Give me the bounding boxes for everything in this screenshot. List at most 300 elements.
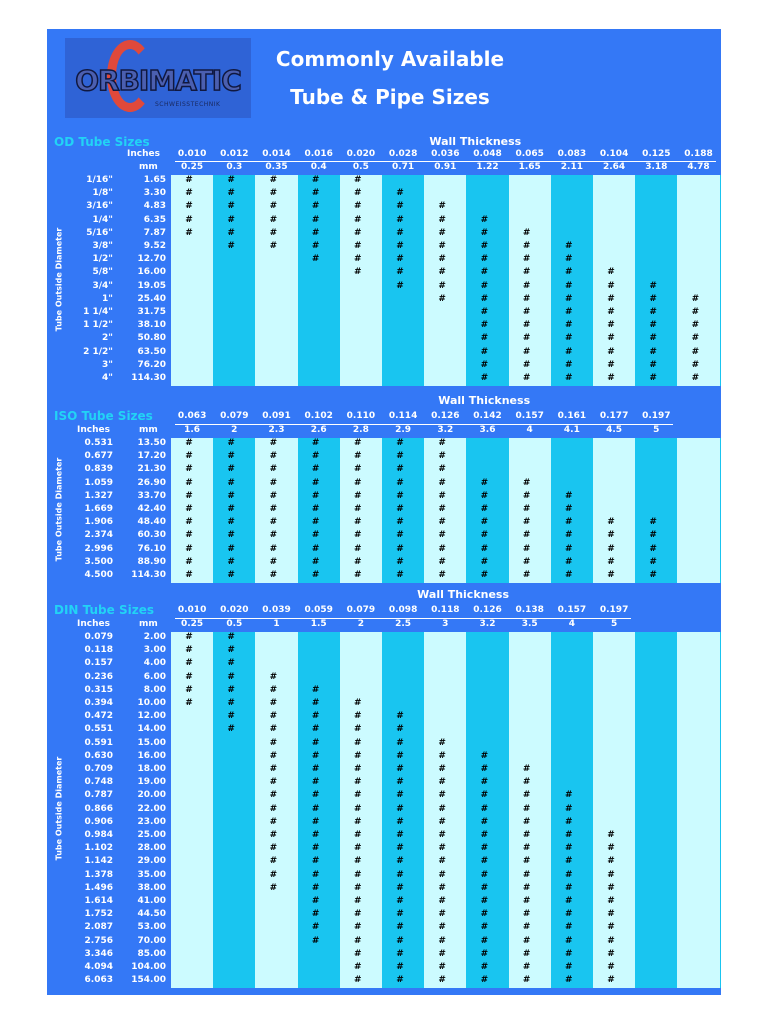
availability-mark: # <box>522 570 531 580</box>
availability-mark: # <box>565 254 573 265</box>
availability-mark: # <box>269 869 278 880</box>
row-outside-diameter-mm: 76.10 <box>137 543 166 554</box>
availability-mark: # <box>691 293 700 304</box>
wall-thickness-mm: 0.35 <box>265 162 288 172</box>
availability-mark: # <box>227 227 235 238</box>
availability-mark: # <box>565 962 573 972</box>
wall-thickness-inches: 0.048 <box>473 149 502 159</box>
availability-mark: # <box>396 790 404 801</box>
row-outside-diameter-inches: 3.500 <box>84 556 113 567</box>
availability-mark: # <box>185 530 193 541</box>
availability-mark: # <box>185 451 193 462</box>
grid-stripe <box>677 632 719 988</box>
header-underline <box>175 161 716 162</box>
row-outside-diameter-mm: 3.00 <box>143 645 166 656</box>
availability-mark: # <box>354 909 362 920</box>
availability-mark: # <box>354 803 362 814</box>
availability-mark: # <box>438 267 446 278</box>
wall-thickness-inches: 0.065 <box>515 149 544 159</box>
availability-mark: # <box>227 711 235 722</box>
availability-mark: # <box>396 477 404 488</box>
wall-thickness-mm: 0.25 <box>180 619 204 629</box>
availability-mark: # <box>480 320 489 331</box>
row-outside-diameter-inches: 1.669 <box>84 504 113 514</box>
page-title-line1: Commonly Available <box>275 47 505 71</box>
availability-mark: # <box>522 935 531 946</box>
availability-mark: # <box>185 698 193 708</box>
availability-mark: # <box>354 830 362 840</box>
availability-mark: # <box>227 684 235 695</box>
availability-mark: # <box>269 201 278 212</box>
availability-mark: # <box>607 882 615 893</box>
availability-mark: # <box>438 843 446 854</box>
availability-mark: # <box>396 254 404 265</box>
wall-thickness-inches: 0.102 <box>304 411 333 421</box>
availability-mark: # <box>269 830 278 840</box>
availability-mark: # <box>311 882 320 893</box>
availability-mark: # <box>565 280 573 291</box>
availability-mark: # <box>311 477 320 488</box>
row-outside-diameter-inches: 0.677 <box>84 451 113 462</box>
availability-mark: # <box>480 267 489 278</box>
row-outside-diameter-mm: 44.50 <box>137 909 166 920</box>
availability-mark: # <box>438 490 446 501</box>
row-outside-diameter-mm: 19.00 <box>137 777 166 788</box>
availability-mark: # <box>396 543 404 554</box>
availability-mark: # <box>565 359 573 370</box>
availability-mark: # <box>354 777 362 788</box>
wall-thickness-inches: 0.016 <box>304 149 333 159</box>
availability-mark: # <box>522 764 531 774</box>
availability-mark: # <box>691 320 700 331</box>
wall-thickness-inches: 0.059 <box>304 605 333 615</box>
availability-mark: # <box>311 764 320 774</box>
availability-mark: # <box>438 909 446 920</box>
availability-mark: # <box>438 254 446 265</box>
availability-mark: # <box>480 293 489 304</box>
availability-mark: # <box>480 530 489 541</box>
row-outside-diameter-mm: 17.20 <box>137 451 166 462</box>
wall-thickness-mm: 2 <box>231 425 238 435</box>
availability-mark: # <box>311 843 320 854</box>
availability-mark: # <box>565 909 573 920</box>
availability-mark: # <box>311 570 320 580</box>
wall-thickness-mm: 2 <box>357 619 365 629</box>
availability-mark: # <box>311 254 320 265</box>
availability-mark: # <box>480 346 489 357</box>
row-outside-diameter-mm: 1.65 <box>143 175 166 185</box>
availability-mark: # <box>269 451 278 462</box>
wall-thickness-inches: 0.028 <box>388 149 418 159</box>
availability-mark: # <box>522 359 531 370</box>
availability-mark: # <box>480 227 489 238</box>
availability-mark: # <box>480 490 489 501</box>
availability-mark: # <box>354 227 362 238</box>
row-outside-diameter-mm: 70.00 <box>137 935 166 946</box>
availability-mark: # <box>269 490 278 501</box>
availability-mark: # <box>269 803 278 814</box>
availability-mark: # <box>354 724 362 735</box>
row-outside-diameter-mm: 15.00 <box>137 737 166 748</box>
availability-mark: # <box>396 464 404 475</box>
wall-thickness-inches: 0.161 <box>557 411 587 421</box>
availability-mark: # <box>480 777 489 788</box>
wall-thickness-inches: 0.036 <box>431 149 460 159</box>
availability-mark: # <box>396 451 404 462</box>
row-outside-diameter-inches: 1.906 <box>84 517 113 528</box>
availability-mark: # <box>185 517 193 528</box>
wall-thickness-mm: 4.78 <box>687 162 710 172</box>
availability-mark: # <box>354 490 362 501</box>
wall-thickness-mm: 1.6 <box>184 425 201 435</box>
availability-mark: # <box>438 803 446 814</box>
availability-mark: # <box>565 241 573 251</box>
wall-thickness-inches: 0.157 <box>557 605 587 615</box>
availability-mark: # <box>438 764 446 774</box>
row-outside-diameter-mm: 85.00 <box>137 948 166 959</box>
row-outside-diameter-inches: 1.752 <box>84 909 113 920</box>
availability-mark: # <box>269 816 278 827</box>
availability-mark: # <box>565 922 573 933</box>
availability-mark: # <box>311 856 320 867</box>
availability-mark: # <box>438 477 446 488</box>
row-outside-diameter-mm: 88.90 <box>137 556 166 567</box>
grid-stripe <box>720 632 721 988</box>
availability-mark: # <box>480 570 489 580</box>
availability-mark: # <box>438 293 446 304</box>
row-outside-diameter-mm: 33.70 <box>137 490 166 501</box>
availability-mark: # <box>691 333 700 344</box>
wall-thickness-inches: 0.118 <box>431 605 460 615</box>
availability-mark: # <box>185 684 193 695</box>
availability-mark: # <box>396 843 404 854</box>
availability-mark: # <box>269 750 278 761</box>
row-outside-diameter-mm: 16.00 <box>137 750 166 761</box>
availability-mark: # <box>522 909 531 920</box>
availability-mark: # <box>396 869 404 880</box>
availability-mark: # <box>565 570 573 580</box>
availability-mark: # <box>354 816 362 827</box>
availability-mark: # <box>565 935 573 946</box>
availability-mark: # <box>354 214 362 225</box>
row-outside-diameter-mm: 28.00 <box>137 843 166 854</box>
availability-mark: # <box>565 307 573 317</box>
availability-mark: # <box>354 856 362 867</box>
availability-mark: # <box>607 280 615 291</box>
availability-mark: # <box>607 543 615 554</box>
wall-thickness-inches: 0.197 <box>599 605 629 615</box>
availability-mark: # <box>354 543 362 554</box>
availability-mark: # <box>438 280 446 291</box>
row-outside-diameter-mm: 18.00 <box>137 764 166 774</box>
row-outside-diameter-mm: 16.00 <box>137 267 166 278</box>
availability-mark: # <box>522 490 531 501</box>
availability-mark: # <box>311 816 320 827</box>
availability-mark: # <box>480 856 489 867</box>
availability-mark: # <box>480 214 489 225</box>
availability-mark: # <box>354 201 362 212</box>
availability-mark: # <box>227 671 235 682</box>
row-outside-diameter-inches: 2.756 <box>84 935 113 946</box>
availability-mark: # <box>311 556 320 567</box>
availability-mark: # <box>227 658 235 669</box>
availability-mark: # <box>185 438 193 448</box>
availability-mark: # <box>269 711 278 722</box>
availability-mark: # <box>607 896 615 906</box>
row-outside-diameter-mm: 104.00 <box>131 962 166 972</box>
availability-mark: # <box>396 948 404 959</box>
availability-mark: # <box>396 764 404 774</box>
row-outside-diameter-mm: 38.10 <box>137 320 166 331</box>
wall-thickness-mm: 1.22 <box>476 162 499 172</box>
row-outside-diameter-mm: 8.00 <box>143 684 166 695</box>
wall-thickness-inches: 0.039 <box>262 605 291 615</box>
wall-thickness-inches: 0.138 <box>515 605 544 615</box>
wall-thickness-mm: 2.11 <box>560 162 583 172</box>
availability-mark: # <box>269 737 278 748</box>
section-name: ISO Tube Sizes <box>54 409 153 423</box>
row-outside-diameter-inches: 3/8" <box>92 241 113 251</box>
availability-mark: # <box>185 556 193 567</box>
availability-mark: # <box>480 935 489 946</box>
wall-thickness-mm: 2.3 <box>268 425 285 435</box>
row-outside-diameter-inches: 0.394 <box>84 698 113 708</box>
row-outside-diameter-inches: 4.094 <box>84 962 113 972</box>
availability-mark: # <box>311 684 320 695</box>
row-outside-diameter-mm: 25.40 <box>137 293 166 304</box>
wall-thickness-mm: 4.1 <box>563 425 580 435</box>
row-outside-diameter-mm: 12.70 <box>137 254 166 265</box>
availability-mark: # <box>269 517 278 528</box>
availability-mark: # <box>480 803 489 814</box>
availability-mark: # <box>354 843 362 854</box>
availability-mark: # <box>354 464 362 475</box>
row-outside-diameter-inches: 0.630 <box>84 750 113 761</box>
section-name: OD Tube Sizes <box>54 135 150 149</box>
availability-mark: # <box>396 750 404 761</box>
wall-thickness-label: Wall Thickness <box>417 588 510 601</box>
availability-mark: # <box>480 504 489 514</box>
availability-mark: # <box>354 962 362 972</box>
availability-mark: # <box>269 530 278 541</box>
availability-mark: # <box>354 896 362 906</box>
availability-mark: # <box>522 790 531 801</box>
availability-mark: # <box>438 517 446 528</box>
availability-mark: # <box>311 543 320 554</box>
availability-mark: # <box>269 556 278 567</box>
availability-mark: # <box>311 750 320 761</box>
availability-mark: # <box>649 543 657 554</box>
availability-mark: # <box>607 293 615 304</box>
availability-mark: # <box>480 869 489 880</box>
availability-mark: # <box>607 962 615 972</box>
availability-mark: # <box>269 856 278 867</box>
row-outside-diameter-inches: 4" <box>102 373 113 383</box>
availability-mark: # <box>227 451 235 462</box>
availability-mark: # <box>311 214 320 225</box>
availability-mark: # <box>522 975 531 986</box>
availability-mark: # <box>480 241 489 251</box>
availability-mark: # <box>480 843 489 854</box>
availability-mark: # <box>607 856 615 867</box>
availability-mark: # <box>396 856 404 867</box>
availability-mark: # <box>565 346 573 357</box>
row-outside-diameter-inches: 1/8" <box>92 188 113 199</box>
availability-mark: # <box>691 359 700 370</box>
availability-mark: # <box>269 764 278 774</box>
availability-mark: # <box>565 530 573 541</box>
row-outside-diameter-mm: 3.30 <box>143 188 166 199</box>
availability-mark: # <box>354 241 362 251</box>
availability-mark: # <box>607 909 615 920</box>
availability-mark: # <box>522 882 531 893</box>
availability-mark: # <box>311 935 320 946</box>
row-outside-diameter-inches: 2 1/2" <box>83 346 113 357</box>
availability-mark: # <box>269 543 278 554</box>
availability-mark: # <box>522 280 531 291</box>
availability-mark: # <box>438 790 446 801</box>
availability-mark: # <box>269 790 278 801</box>
availability-mark: # <box>227 490 235 501</box>
tube-outside-diameter-label: Tube Outside Diameter <box>54 227 64 331</box>
availability-mark: # <box>480 517 489 528</box>
availability-mark: # <box>396 896 404 906</box>
availability-mark: # <box>480 816 489 827</box>
availability-mark: # <box>269 684 278 695</box>
availability-mark: # <box>522 254 531 265</box>
wall-thickness-inches: 0.020 <box>346 149 376 159</box>
availability-mark: # <box>607 948 615 959</box>
availability-mark: # <box>522 293 531 304</box>
availability-mark: # <box>227 188 235 199</box>
availability-mark: # <box>607 556 615 567</box>
availability-mark: # <box>522 922 531 933</box>
availability-mark: # <box>396 490 404 501</box>
wall-thickness-mm: 0.91 <box>434 162 457 172</box>
wall-thickness-mm: 1.65 <box>518 162 541 172</box>
availability-mark: # <box>185 645 193 656</box>
availability-mark: # <box>227 570 235 580</box>
availability-mark: # <box>480 359 489 370</box>
availability-mark: # <box>311 698 320 708</box>
availability-mark: # <box>269 724 278 735</box>
mm-column-label: mm <box>139 619 158 629</box>
availability-mark: # <box>311 777 320 788</box>
wall-thickness-mm: 2.5 <box>395 619 412 629</box>
wall-thickness-mm: 2.9 <box>395 425 412 435</box>
row-outside-diameter-mm: 4.83 <box>143 201 166 212</box>
wall-thickness-mm: 0.5 <box>352 162 369 172</box>
availability-mark: # <box>185 658 193 669</box>
availability-mark: # <box>607 869 615 880</box>
inches-column-label: Inches <box>77 619 110 629</box>
wall-thickness-inches: 0.114 <box>388 411 418 421</box>
availability-mark: # <box>522 962 531 972</box>
availability-mark: # <box>607 530 615 541</box>
row-outside-diameter-inches: 1.327 <box>84 490 113 501</box>
availability-mark: # <box>480 556 489 567</box>
wall-thickness-inches: 0.126 <box>473 605 502 615</box>
wall-thickness-inches: 0.188 <box>684 149 713 159</box>
availability-mark: # <box>438 948 446 959</box>
availability-mark: # <box>438 882 446 893</box>
row-outside-diameter-inches: 0.866 <box>84 803 113 814</box>
availability-mark: # <box>185 175 193 185</box>
row-outside-diameter-inches: 3.346 <box>84 948 113 959</box>
row-outside-diameter-mm: 114.30 <box>131 373 166 383</box>
availability-mark: # <box>438 830 446 840</box>
wall-thickness-inches: 0.063 <box>177 411 207 421</box>
wall-thickness-inches: 0.110 <box>346 411 376 421</box>
row-outside-diameter-inches: 1.102 <box>84 843 113 854</box>
row-outside-diameter-inches: 1/16" <box>86 175 113 185</box>
mm-column-label: mm <box>139 162 158 172</box>
availability-mark: # <box>607 935 615 946</box>
availability-mark: # <box>311 737 320 748</box>
availability-mark: # <box>227 241 235 251</box>
wall-thickness-label: Wall Thickness <box>438 394 531 407</box>
wall-thickness-mm: 4.5 <box>606 425 623 435</box>
availability-mark: # <box>269 227 278 238</box>
availability-mark: # <box>269 570 278 580</box>
availability-mark: # <box>354 188 362 199</box>
row-outside-diameter-mm: 154.00 <box>131 975 166 986</box>
wall-thickness-mm: 3.2 <box>479 619 496 629</box>
row-outside-diameter-mm: 25.00 <box>137 830 166 840</box>
wall-thickness-inches: 0.091 <box>262 411 291 421</box>
header-underline <box>175 424 673 425</box>
availability-mark: # <box>227 698 235 708</box>
row-outside-diameter-mm: 31.75 <box>137 307 166 317</box>
availability-mark: # <box>396 724 404 735</box>
availability-mark: # <box>607 346 615 357</box>
availability-mark: # <box>522 856 531 867</box>
availability-mark: # <box>649 373 657 383</box>
wall-thickness-inches: 0.010 <box>177 149 207 159</box>
availability-mark: # <box>396 922 404 933</box>
availability-mark: # <box>227 201 235 212</box>
wall-thickness-inches: 0.142 <box>473 411 502 421</box>
availability-mark: # <box>522 777 531 788</box>
availability-mark: # <box>522 816 531 827</box>
availability-mark: # <box>185 632 193 642</box>
row-outside-diameter-inches: 0.315 <box>84 684 113 695</box>
section-name: DIN Tube Sizes <box>54 603 154 617</box>
availability-mark: # <box>565 373 573 383</box>
availability-mark: # <box>354 935 362 946</box>
row-outside-diameter-mm: 41.00 <box>137 896 166 906</box>
availability-mark: # <box>354 267 362 278</box>
row-outside-diameter-mm: 13.50 <box>137 438 166 448</box>
header-underline <box>175 618 631 619</box>
availability-mark: # <box>354 711 362 722</box>
availability-mark: # <box>185 227 193 238</box>
row-outside-diameter-mm: 38.00 <box>137 882 166 893</box>
availability-mark: # <box>480 307 489 317</box>
availability-mark: # <box>522 896 531 906</box>
page-title-line2: Tube & Pipe Sizes <box>290 85 490 109</box>
availability-mark: # <box>311 711 320 722</box>
row-outside-diameter-inches: 0.984 <box>84 830 113 840</box>
row-outside-diameter-inches: 2.996 <box>84 543 113 554</box>
availability-mark: # <box>565 830 573 840</box>
availability-mark: # <box>227 632 235 642</box>
availability-mark: # <box>185 504 193 514</box>
row-outside-diameter-inches: 0.472 <box>84 711 113 722</box>
row-outside-diameter-mm: 35.00 <box>137 869 166 880</box>
availability-mark: # <box>522 556 531 567</box>
availability-mark: # <box>396 504 404 514</box>
